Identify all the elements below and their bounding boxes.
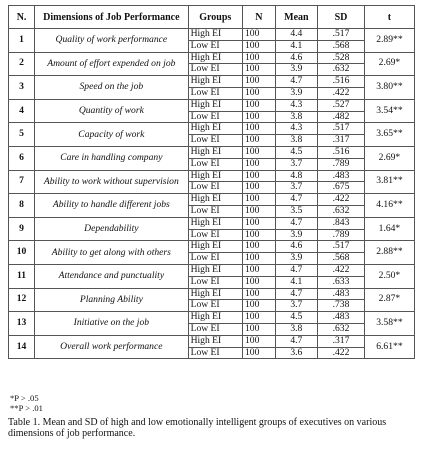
sd-value: .632 — [318, 205, 365, 217]
sample-size: 100 — [243, 205, 276, 217]
mean-value: 4.7 — [275, 194, 317, 206]
row-number: 10 — [9, 241, 35, 265]
t-value: 3.81** — [364, 170, 414, 194]
table-row-high — [9, 335, 415, 347]
sample-size: 100 — [243, 276, 276, 288]
t-value: 2.88** — [364, 241, 414, 265]
table-caption: Table 1. Mean and SD of high and low emotionally intelligent groups of executives on various dimensions of job performance. — [8, 417, 387, 439]
mean-value: 4.7 — [275, 217, 317, 229]
dimension-name: Attendance and punctuality — [35, 264, 188, 288]
row-number: 12 — [9, 288, 35, 312]
header-mean: Mean — [275, 6, 317, 29]
dimension-name: Speed on the job — [35, 76, 188, 100]
header-dimension: Dimensions of Job Performance — [35, 6, 188, 29]
sd-value: .422 — [318, 87, 365, 99]
sd-value: .568 — [318, 40, 365, 52]
mean-value: 4.6 — [275, 241, 317, 253]
dimension-name: Planning Ability — [35, 288, 188, 312]
dimension-name: Initiative on the job — [35, 312, 188, 336]
sd-value: .675 — [318, 182, 365, 194]
group-label: Low EI — [188, 87, 242, 99]
sample-size: 100 — [243, 217, 276, 229]
dimension-name: Care in handling company — [35, 146, 188, 170]
sd-value: .422 — [318, 347, 365, 359]
t-value: 1.64* — [364, 217, 414, 241]
sd-value: .843 — [318, 217, 365, 229]
sample-size: 100 — [243, 300, 276, 312]
table-body — [9, 29, 415, 359]
sample-size: 100 — [243, 158, 276, 170]
group-label: High EI — [188, 241, 242, 253]
row-number: 11 — [9, 264, 35, 288]
sd-value: .516 — [318, 76, 365, 88]
sample-size: 100 — [243, 194, 276, 206]
sd-value: .422 — [318, 194, 365, 206]
dimension-name: Quality of work performance — [35, 29, 188, 53]
sample-size: 100 — [243, 323, 276, 335]
note-p01: **P > .01 — [10, 403, 43, 413]
group-label: Low EI — [188, 158, 242, 170]
table-row-high — [9, 99, 415, 111]
sample-size: 100 — [243, 288, 276, 300]
group-label: High EI — [188, 288, 242, 300]
table-row-high — [9, 312, 415, 324]
sd-value: .482 — [318, 111, 365, 123]
dimension-name: Dependability — [35, 217, 188, 241]
sd-value: .632 — [318, 64, 365, 76]
group-label: Low EI — [188, 347, 242, 359]
sample-size: 100 — [243, 264, 276, 276]
t-value: 2.69* — [364, 146, 414, 170]
sd-value: .517 — [318, 29, 365, 41]
group-label: Low EI — [188, 40, 242, 52]
sd-value: .422 — [318, 264, 365, 276]
mean-value: 4.4 — [275, 29, 317, 41]
mean-value: 3.6 — [275, 347, 317, 359]
group-label: Low EI — [188, 205, 242, 217]
dimension-name: Amount of effort expended on job — [35, 52, 188, 76]
row-number: 6 — [9, 146, 35, 170]
group-label: High EI — [188, 170, 242, 182]
sample-size: 100 — [243, 76, 276, 88]
group-label: Low EI — [188, 323, 242, 335]
group-label: High EI — [188, 99, 242, 111]
mean-value: 3.5 — [275, 205, 317, 217]
dimension-name: Overall work performance — [35, 335, 188, 359]
mean-value: 4.8 — [275, 170, 317, 182]
mean-value: 4.3 — [275, 123, 317, 135]
mean-value: 3.7 — [275, 182, 317, 194]
mean-value: 4.1 — [275, 40, 317, 52]
sample-size: 100 — [243, 229, 276, 241]
mean-value: 4.7 — [275, 335, 317, 347]
mean-value: 4.6 — [275, 52, 317, 64]
mean-value: 3.9 — [275, 64, 317, 76]
group-label: High EI — [188, 217, 242, 229]
table-row-high — [9, 123, 415, 135]
mean-value: 3.7 — [275, 158, 317, 170]
sample-size: 100 — [243, 182, 276, 194]
header-count: N — [243, 6, 276, 29]
table-row-high — [9, 52, 415, 64]
mean-value: 4.1 — [275, 276, 317, 288]
mean-value: 4.7 — [275, 288, 317, 300]
sample-size: 100 — [243, 52, 276, 64]
mean-value: 4.5 — [275, 146, 317, 158]
mean-value: 3.9 — [275, 87, 317, 99]
significance-notes — [10, 393, 43, 413]
sample-size: 100 — [243, 29, 276, 41]
t-value: 6.61** — [364, 335, 414, 359]
group-label: High EI — [188, 29, 242, 41]
group-label: Low EI — [188, 253, 242, 265]
mean-value: 4.7 — [275, 264, 317, 276]
sd-value: .317 — [318, 135, 365, 147]
row-number: 7 — [9, 170, 35, 194]
row-number: 2 — [9, 52, 35, 76]
table-row-high — [9, 194, 415, 206]
group-label: Low EI — [188, 300, 242, 312]
group-label: High EI — [188, 335, 242, 347]
group-label: High EI — [188, 123, 242, 135]
row-number: 4 — [9, 99, 35, 123]
t-value: 2.89** — [364, 29, 414, 53]
sd-value: .633 — [318, 276, 365, 288]
dimension-name: Ability to handle different jobs — [35, 194, 188, 218]
mean-value: 3.8 — [275, 135, 317, 147]
sample-size: 100 — [243, 135, 276, 147]
sd-value: .527 — [318, 99, 365, 111]
group-label: Low EI — [188, 135, 242, 147]
job-performance-table — [8, 5, 415, 359]
sd-value: .517 — [318, 123, 365, 135]
t-value: 4.16** — [364, 194, 414, 218]
group-label: High EI — [188, 52, 242, 64]
sd-value: .632 — [318, 323, 365, 335]
sample-size: 100 — [243, 87, 276, 99]
header-t: t — [364, 6, 414, 29]
t-value: 2.87* — [364, 288, 414, 312]
group-label: Low EI — [188, 182, 242, 194]
sd-value: .516 — [318, 146, 365, 158]
row-number: 5 — [9, 123, 35, 147]
group-label: High EI — [188, 194, 242, 206]
group-label: High EI — [188, 312, 242, 324]
mean-value: 3.7 — [275, 300, 317, 312]
header-sd: SD — [318, 6, 365, 29]
group-label: Low EI — [188, 64, 242, 76]
mean-value: 3.8 — [275, 323, 317, 335]
mean-value: 4.5 — [275, 312, 317, 324]
sd-value: .568 — [318, 253, 365, 265]
table-row-high — [9, 170, 415, 182]
sd-value: .483 — [318, 288, 365, 300]
sample-size: 100 — [243, 111, 276, 123]
sample-size: 100 — [243, 146, 276, 158]
row-number: 3 — [9, 76, 35, 100]
sample-size: 100 — [243, 64, 276, 76]
t-value: 3.80** — [364, 76, 414, 100]
table-row-high — [9, 146, 415, 158]
sample-size: 100 — [243, 312, 276, 324]
row-number: 1 — [9, 29, 35, 53]
sample-size: 100 — [243, 40, 276, 52]
mean-value: 3.9 — [275, 229, 317, 241]
table-header-row — [9, 6, 415, 29]
table-row-high — [9, 241, 415, 253]
dimension-name: Ability to get along with others — [35, 241, 188, 265]
sd-value: .789 — [318, 158, 365, 170]
sample-size: 100 — [243, 123, 276, 135]
mean-value: 4.7 — [275, 76, 317, 88]
header-number: N. — [9, 6, 35, 29]
sample-size: 100 — [243, 241, 276, 253]
sd-value: .517 — [318, 241, 365, 253]
t-value: 3.54** — [364, 99, 414, 123]
row-number: 13 — [9, 312, 35, 336]
group-label: High EI — [188, 76, 242, 88]
table-row-high — [9, 264, 415, 276]
note-p05: *P > .05 — [10, 393, 39, 403]
sample-size: 100 — [243, 170, 276, 182]
group-label: High EI — [188, 264, 242, 276]
dimension-name: Ability to work without supervision — [35, 170, 188, 194]
sd-value: .483 — [318, 312, 365, 324]
group-label: Low EI — [188, 229, 242, 241]
sd-value: .789 — [318, 229, 365, 241]
t-value: 3.65** — [364, 123, 414, 147]
table-row-high — [9, 29, 415, 41]
dimension-name: Quantity of work — [35, 99, 188, 123]
sample-size: 100 — [243, 335, 276, 347]
dimension-name: Capacity of work — [35, 123, 188, 147]
sample-size: 100 — [243, 347, 276, 359]
table-row-high — [9, 288, 415, 300]
sd-value: .483 — [318, 170, 365, 182]
sd-value: .528 — [318, 52, 365, 64]
row-number: 8 — [9, 194, 35, 218]
t-value: 3.58** — [364, 312, 414, 336]
group-label: High EI — [188, 146, 242, 158]
sd-value: .738 — [318, 300, 365, 312]
header-groups: Groups — [188, 6, 242, 29]
mean-value: 3.8 — [275, 111, 317, 123]
row-number: 14 — [9, 335, 35, 359]
t-value: 2.50* — [364, 264, 414, 288]
sample-size: 100 — [243, 99, 276, 111]
row-number: 9 — [9, 217, 35, 241]
mean-value: 3.9 — [275, 253, 317, 265]
t-value: 2.69* — [364, 52, 414, 76]
mean-value: 4.3 — [275, 99, 317, 111]
table-row-high — [9, 217, 415, 229]
table-row-high — [9, 76, 415, 88]
group-label: Low EI — [188, 276, 242, 288]
sample-size: 100 — [243, 253, 276, 265]
group-label: Low EI — [188, 111, 242, 123]
sd-value: .317 — [318, 335, 365, 347]
